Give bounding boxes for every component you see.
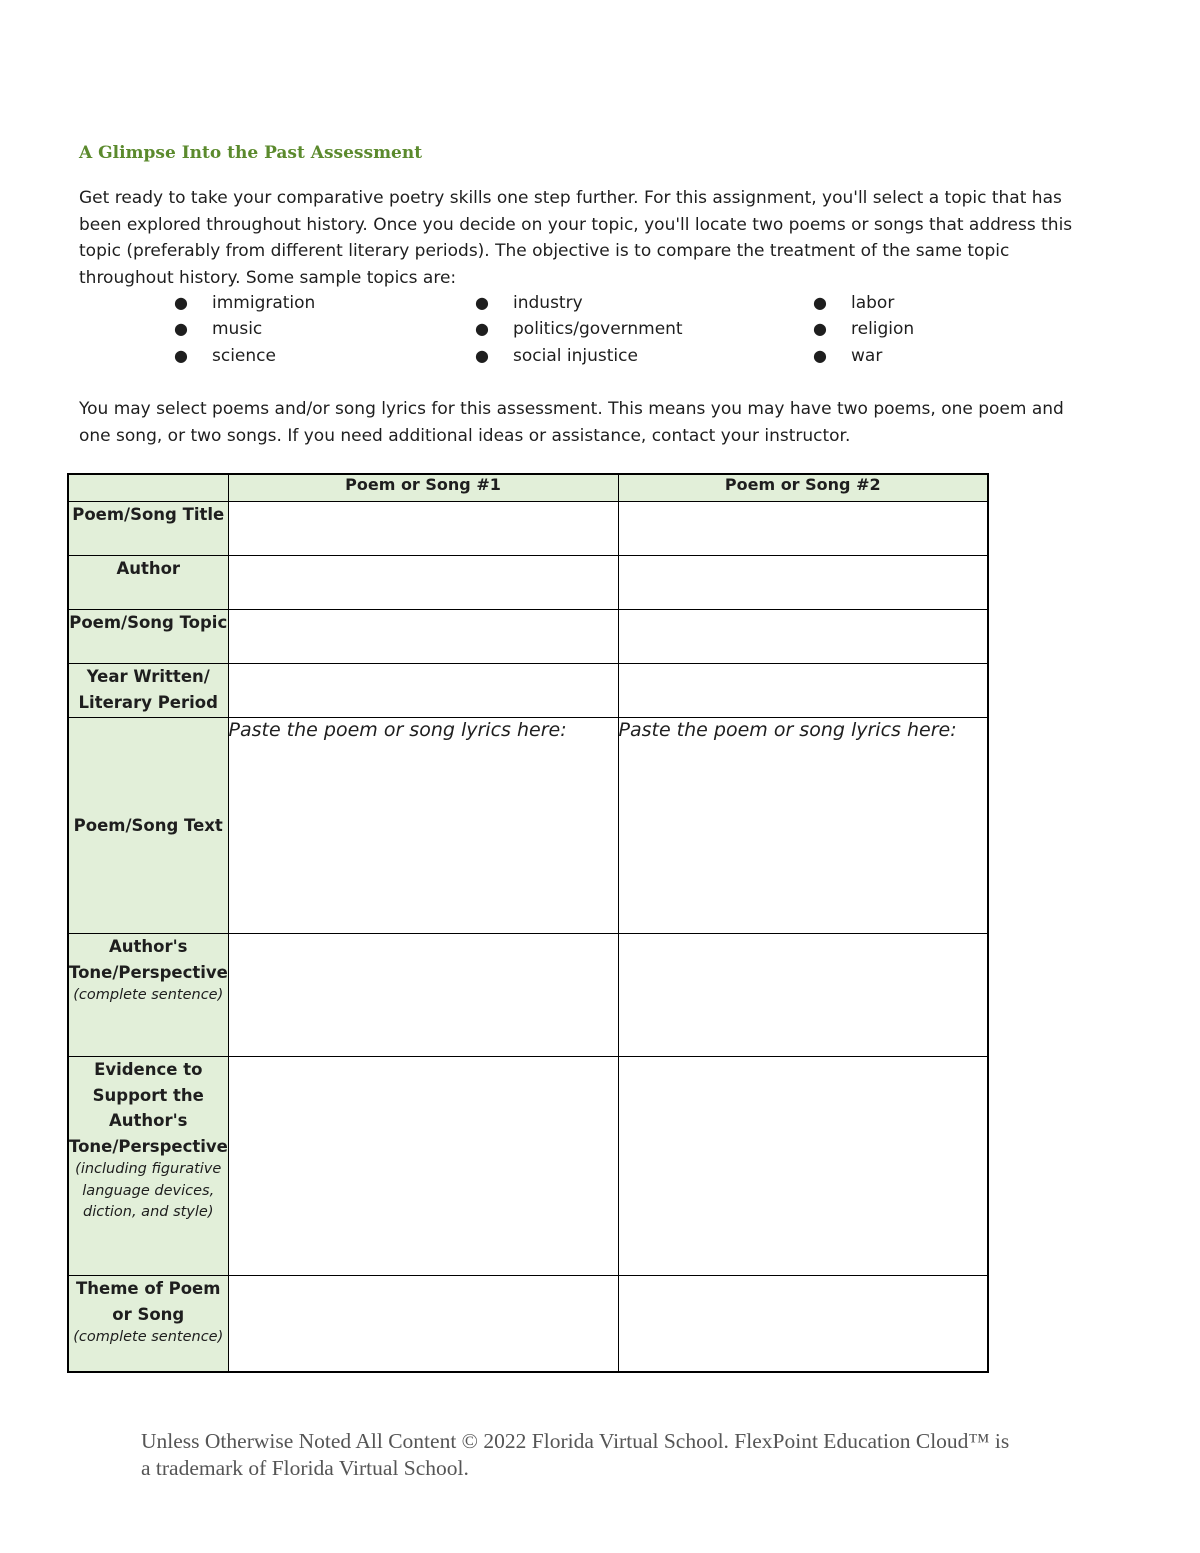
topic-item: ● labor [851, 290, 894, 316]
author-input-2[interactable] [618, 556, 988, 610]
author-input-1[interactable] [228, 556, 618, 610]
topic-item: ● religion [851, 316, 914, 342]
topic-item: ● immigration [212, 290, 315, 316]
table-row [68, 502, 988, 556]
bullet-icon: ● [174, 319, 188, 338]
row-label-year: Year Written/ Literary Period [68, 664, 228, 718]
instructions-paragraph: You may select poems and/or song lyrics for this assessment. This means you may have two poems, one poem and one song, or two songs. If you need additional ideas or assistance, contact your instructor. [79, 399, 1064, 446]
topic-item: ● war [851, 343, 882, 369]
topic-item: ● music [212, 316, 262, 342]
title-input-2[interactable] [618, 502, 988, 556]
bullet-icon: ● [174, 346, 188, 365]
topic-input-2[interactable] [618, 610, 988, 664]
table-row [68, 556, 988, 610]
theme-label-note: (complete sentence) [73, 1329, 224, 1345]
year-input-1[interactable] [228, 664, 618, 718]
topic-item: ● social injustice [513, 343, 638, 369]
row-label-text: Poem/Song Text [68, 718, 228, 934]
theme-input-1[interactable] [228, 1276, 618, 1372]
comparison-table [67, 473, 989, 1373]
table-row [68, 1057, 988, 1276]
topic-list [0, 290, 1200, 370]
poem-text-input-2[interactable]: Paste the poem or song lyrics here: [618, 718, 988, 934]
topic-input-1[interactable] [228, 610, 618, 664]
row-label-author: Author [68, 556, 228, 610]
theme-input-2[interactable] [618, 1276, 988, 1372]
copyright-footer: Unless Otherwise Noted All Content © 2022 Florida Virtual School. FlexPoint Education Cloud™ is a trademark of Florida Virtual School. [141, 1429, 1010, 1480]
corner-cell [68, 474, 228, 502]
bullet-icon: ● [813, 293, 827, 312]
table-row [68, 934, 988, 1057]
table-header-row [68, 474, 988, 502]
tone-label-note: (complete sentence) [73, 987, 224, 1003]
intro-paragraph: Get ready to take your comparative poetry skills one step further. For this assignment, you'll select a topic that has been explored throughout history. Once you decide on your topic, you'll locate two poems or songs that address this topic (preferably from different literary periods). The objective is to compare the treatment of the same topic throughout history. Some sample topics are: [79, 188, 1073, 288]
col-header-poem-2: Poem or Song #2 [618, 474, 988, 502]
table-row [68, 1276, 988, 1372]
row-label-evidence [68, 1057, 228, 1276]
table-row [68, 610, 988, 664]
evidence-label-text: Evidence to Support the Author's Tone/Perspective [69, 1060, 228, 1156]
year-input-2[interactable] [618, 664, 988, 718]
bullet-icon: ● [475, 346, 489, 365]
table-row [68, 718, 988, 934]
topic-item: ● industry [513, 290, 583, 316]
bullet-icon: ● [475, 293, 489, 312]
evidence-input-2[interactable] [618, 1057, 988, 1276]
row-label-title: Poem/Song Title [68, 502, 228, 556]
row-label-topic: Poem/Song Topic [68, 610, 228, 664]
bullet-icon: ● [813, 346, 827, 365]
evidence-input-1[interactable] [228, 1057, 618, 1276]
row-label-tone [68, 934, 228, 1057]
topic-item: ● politics/government [513, 316, 683, 342]
col-header-poem-1: Poem or Song #1 [228, 474, 618, 502]
bullet-icon: ● [174, 293, 188, 312]
bullet-icon: ● [813, 319, 827, 338]
tone-label-text: Author's Tone/Perspective [69, 937, 228, 982]
bullet-icon: ● [475, 319, 489, 338]
table-row [68, 664, 988, 718]
poem-text-input-1[interactable]: Paste the poem or song lyrics here: [228, 718, 618, 934]
tone-input-1[interactable] [228, 934, 618, 1057]
page-title: A Glimpse Into the Past Assessment [79, 143, 423, 163]
title-input-1[interactable] [228, 502, 618, 556]
theme-label-text: Theme of Poem or Song [76, 1279, 221, 1324]
topic-item: ● science [212, 343, 276, 369]
row-label-theme [68, 1276, 228, 1372]
evidence-label-note: (including figurative language devices, diction, and style) [75, 1161, 222, 1220]
tone-input-2[interactable] [618, 934, 988, 1057]
